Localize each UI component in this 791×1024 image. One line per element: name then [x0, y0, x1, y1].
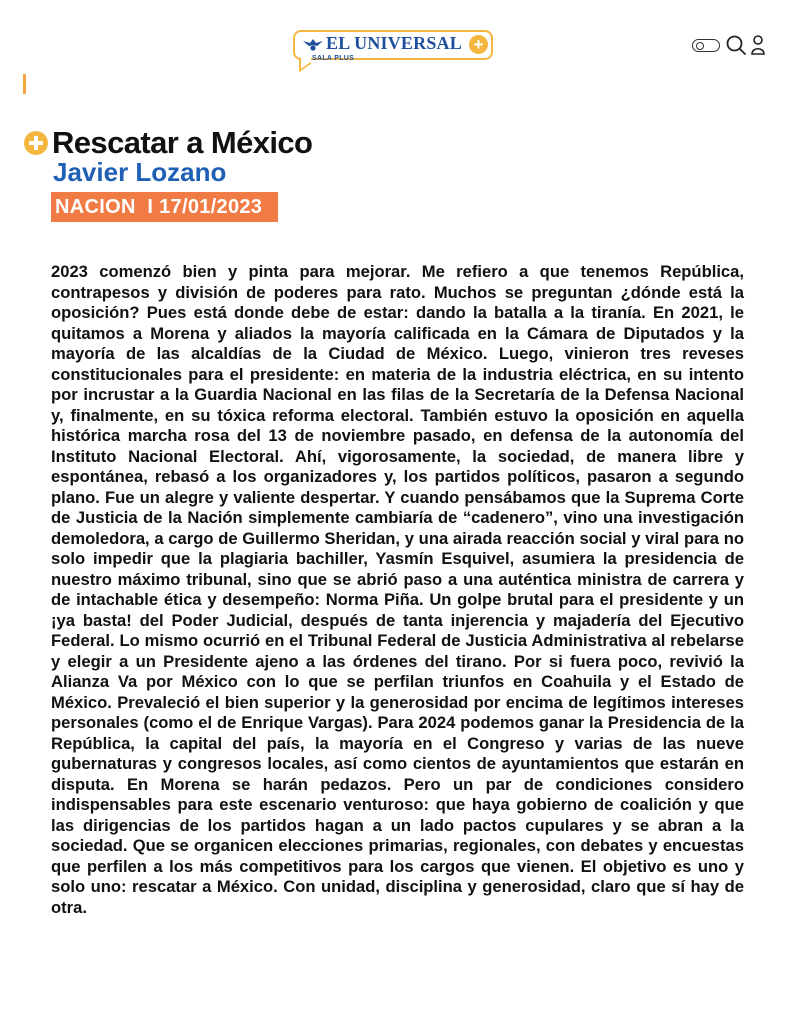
- search-icon[interactable]: [725, 34, 747, 56]
- section-date-tag[interactable]: NACION I 17/01/2023: [51, 192, 278, 222]
- logo-plus-icon: +: [469, 35, 488, 54]
- text-cursor-mark: [23, 74, 26, 94]
- article-body: 2023 comenzó bien y pinta para mejorar. Me refiero a que tenemos República, contrapesos y división de poderes para rato. Muchos se preguntan ¿dónde está la oposición? Pues está donde debe de estar: dando la batalla a la tiranía. En 2021, le quitamos a Morena y aliados la mayoría calificada en la Cámara de Diputados y la mayoría de las alcaldías de la Ciudad de México. Luego, vinieron tres reveses constitucionales para el presidente: en materia de la industria eléctrica, en su intento por incrustar a la Guardia Nacional en las filas de la Secretaría de la Defensa Nacional y, finalmente, en su tóxica reforma electoral. También estuvo la oposición en aquella histórica marcha rosa del 13 de noviembre pasado, en defensa de la autonomía del Instituto Nacional Electoral. Ahí, vigorosamente, la sociedad, de manera libre y espontánea, rebasó a los organizadores y, los partidos políticos, pasaron a segundo plano. Fue un alegre y valiente despertar. Y cuando pensábamos que la Suprema Corte de Justicia de la Nación simplemente cambiaría de “cadenero”, vino una investigación demoledora, a cargo de Guillermo Sheridan, y una airada reacción social y viral para no solo impedir que la plagiaria bachiller, Yasmín Esquivel, asumiera la presidencia de nuestro máximo tribunal, sino que se abrió paso a una auténtica ministra de carrera y de intachable ética y desempeño: Norma Piña. Un golpe brutal para el presidente y un ¡ya basta! del Poder Judicial, después de tanta injerencia y majadería del Ejecutivo Federal. Lo mismo ocurrió en el Tribunal Federal de Justicia Administrativa al rebelarse y elegir a un Presidente ajeno a las órdenes del tirano. Por si fuera poco, revivió la Alianza Va por México con lo que se perfilan triunfos en Coahuila y el Estado de México. Prevaleció el bien superior y la generosidad por encima de legítimos intereses personales (como el de Enrique Vargas). Para 2024 podemos ganar la Presidencia de la República, la capital del país, la mayoría en el Congreso y varias de las nueve gubernaturas y congresos locales, así como cientos de ayuntamientos que estarán en disputa. En Morena se harán pedazos. Pero un par de condiciones considero indispensables para este escenario venturoso: que haya gobierno de coalición y que las dirigencias de los partidos hagan a un lado pactos cupulares y se abran a la sociedad. Que se organicen elecciones primarias, regionales, con debates y encuestas que perfilen a los más competitivos para los cargos que vienen. El objetivo es uno y solo uno: rescatar a México. Con unidad, disciplina y generosidad, claro que sí hay de otra.: [51, 262, 744, 917]
- user-icon[interactable]: [750, 34, 766, 56]
- logo-subtitle: SALA PLUS: [312, 55, 355, 62]
- article-title: Rescatar a México: [52, 125, 313, 160]
- toggle-knob: [696, 42, 704, 50]
- article-author[interactable]: Javier Lozano: [53, 157, 227, 187]
- logo-text: EL UNIVERSAL: [326, 33, 462, 53]
- eagle-icon: [302, 36, 324, 52]
- plus-icon: [24, 131, 48, 155]
- el-universal-logo[interactable]: [293, 30, 495, 68]
- toggle-icon[interactable]: [692, 39, 720, 52]
